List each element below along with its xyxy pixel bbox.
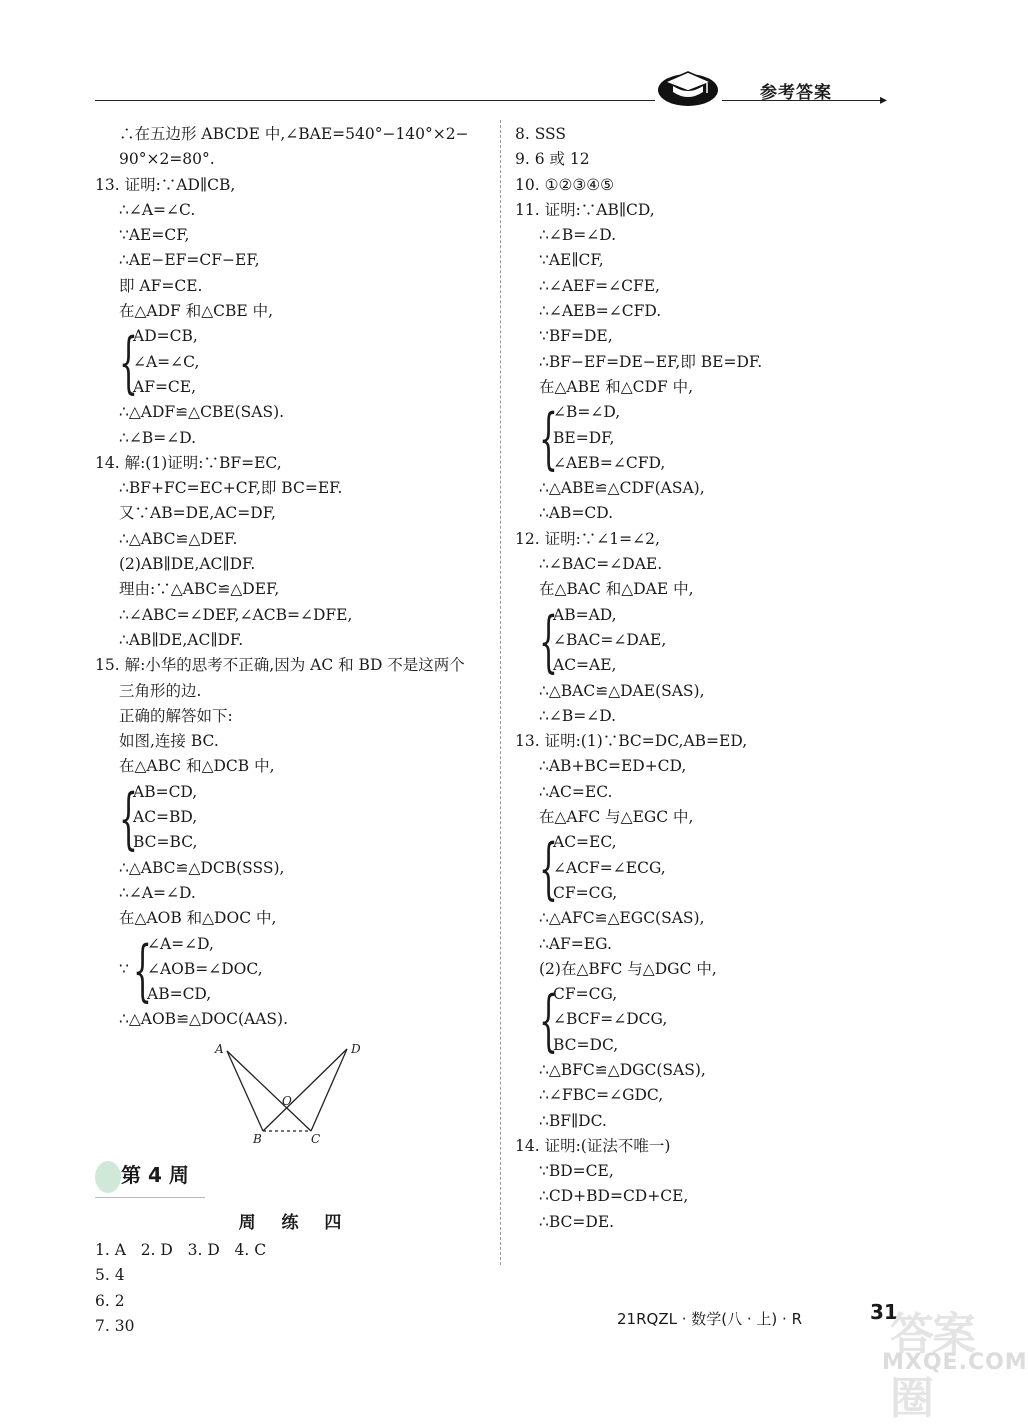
text-line: (2)在△BFC 与△DGC 中, xyxy=(539,959,717,978)
answer-line: 1. A 2. D 3. D 4. C xyxy=(95,1240,267,1259)
watermark-url: MXQE.COM xyxy=(882,1350,1028,1375)
answer-line: 5. 4 xyxy=(95,1266,125,1285)
left-brace-system-a xyxy=(95,324,495,400)
text-line: ∴∠A=∠C. xyxy=(119,200,196,219)
text-line: ∵AE∥CF, xyxy=(539,251,604,270)
text-line: ∴∠B=∠D. xyxy=(539,706,617,725)
brace-line: ∠AOB=∠DOC, xyxy=(147,959,263,978)
right-lines-e xyxy=(515,1058,935,1235)
text-line: 13. 证明:∵AD∥CB, xyxy=(95,175,236,194)
text-line: ∴∠ABC=∠DEF,∠ACB=∠DFE, xyxy=(119,605,353,624)
text-line: 8. SSS xyxy=(515,125,567,143)
text-line: ∴CD+BD=CD+CE, xyxy=(539,1187,689,1206)
segment-db xyxy=(263,1049,347,1131)
brace-line: ∠BAC=∠DAE, xyxy=(553,630,667,649)
right-brace-system-a xyxy=(515,400,935,476)
text-line: ∴BF−EF=DE−EF,即 BE=DF. xyxy=(539,352,763,371)
brace-line: AC=BD, xyxy=(133,808,198,827)
text-line: ∴AE−EF=CF−EF, xyxy=(119,251,260,270)
text-line: 又∵AB=DE,AC=DF, xyxy=(119,504,276,523)
brace-line: ∠B=∠D, xyxy=(553,403,621,422)
left-brace-icon: { xyxy=(119,779,138,857)
left-lines-c xyxy=(95,856,495,932)
graduation-cap-logo-icon xyxy=(655,62,721,108)
right-column xyxy=(515,122,935,1235)
text-line: ∴∠AEB=∠CFD. xyxy=(539,302,662,321)
answer-list xyxy=(95,1238,495,1339)
text-line: ∵BF=DE, xyxy=(539,327,613,346)
segment-dc xyxy=(311,1049,347,1131)
text-line: ∵BD=CE, xyxy=(539,1162,614,1181)
label-b: B xyxy=(253,1131,262,1146)
text-line: 在△AFC 与△EGC 中, xyxy=(539,808,694,827)
text-line: ∴△ABE≌△CDF(ASA), xyxy=(539,479,705,498)
left-brace-icon: { xyxy=(119,324,138,402)
text-line: 在△AOB 和△DOC 中, xyxy=(119,909,277,928)
text-line: ∴BF+FC=EC+CF,即 BC=EF. xyxy=(119,479,343,498)
left-brace-icon: { xyxy=(539,400,558,478)
text-line: ∵AE=CF, xyxy=(119,226,190,245)
arrow-right-icon: ▸ xyxy=(880,92,888,108)
text-line: 10. ①②③④⑤ xyxy=(515,175,615,194)
week-heading xyxy=(95,1157,495,1207)
text-line: 三角形的边. xyxy=(119,681,202,700)
left-lines-d xyxy=(95,1007,495,1032)
text-line: 在△ADF 和△CBE 中, xyxy=(119,302,274,321)
text-line: 在△ABC 和△DCB 中, xyxy=(119,757,275,776)
brace-line: AB=AD, xyxy=(553,605,617,624)
text-line: 正确的解答如下: xyxy=(119,706,233,725)
text-line: 11. 证明:∵AB∥CD, xyxy=(515,200,655,219)
text-line: 12. 证明:∵∠1=∠2, xyxy=(515,529,660,548)
brace-line: AD=CB, xyxy=(133,327,198,346)
week-leaf-icon xyxy=(95,1161,121,1193)
label-c: C xyxy=(311,1131,321,1146)
text-line: (2)AB∥DE,AC∥DF. xyxy=(119,555,256,574)
text-line: 在△ABE 和△CDF 中, xyxy=(539,377,694,396)
left-column xyxy=(95,122,495,1339)
right-lines-c xyxy=(515,679,935,831)
right-lines-d xyxy=(515,906,935,982)
brace-line: ∠A=∠C, xyxy=(133,352,200,371)
left-brace-icon: { xyxy=(133,931,152,1009)
brace-line: AB=CD, xyxy=(147,985,212,1004)
text-line: 90°×2=80°. xyxy=(119,150,215,169)
left-brace-system-b xyxy=(95,780,495,856)
label-o: O xyxy=(282,1093,292,1108)
text-line: ∴∠B=∠D. xyxy=(119,428,197,447)
text-line: ∴△ABC≌△DEF. xyxy=(119,529,238,548)
brace-line: AC=EC, xyxy=(553,833,617,852)
answer-line: 7. 30 xyxy=(95,1316,135,1335)
right-brace-system-d xyxy=(515,982,935,1058)
because-symbol: ∵ xyxy=(119,959,129,978)
text-line: 14. 解:(1)证明:∵BF=EC, xyxy=(95,453,282,472)
week-rule xyxy=(95,1197,205,1198)
header-rule-right xyxy=(722,100,884,101)
brace-line: BC=DC, xyxy=(553,1035,619,1054)
segment-ab xyxy=(227,1051,263,1131)
text-line: 理由:∵△ABC≌△DEF, xyxy=(119,580,280,599)
column-divider xyxy=(500,120,501,1265)
brace-line: AC=AE, xyxy=(553,656,617,675)
segment-ac xyxy=(227,1051,311,1131)
text-line: ∴AB=CD. xyxy=(539,504,614,523)
brace-line: BE=DF, xyxy=(553,428,615,447)
header-rule xyxy=(95,100,655,101)
text-line: 9. 6 或 12 xyxy=(515,150,590,169)
label-d: D xyxy=(351,1041,361,1056)
section-title: 周 练 四 xyxy=(238,1212,352,1233)
text-line: ∴AF=EG. xyxy=(539,934,612,953)
text-line: 如图,连接 BC. xyxy=(119,732,219,751)
left-brace-icon: { xyxy=(539,830,558,908)
brace-line: CF=CG, xyxy=(553,883,618,902)
left-brace-icon: { xyxy=(539,982,558,1060)
brace-line: CF=CG, xyxy=(553,985,618,1004)
text-line: ∴△ADF≌△CBE(SAS). xyxy=(119,403,285,422)
brace-line: ∠ACF=∠ECG, xyxy=(553,858,666,877)
text-line: ∴△AOB≌△DOC(AAS). xyxy=(119,1010,289,1029)
brace-line: ∠AEB=∠CFD, xyxy=(553,453,666,472)
week-title: 第 4 周 xyxy=(121,1162,189,1187)
text-line: ∴∠BAC=∠DAE. xyxy=(539,555,663,574)
page-number: 31 xyxy=(870,1300,898,1324)
left-lines-a xyxy=(95,122,495,324)
right-brace-system-b xyxy=(515,603,935,679)
answer-line: 6. 2 xyxy=(95,1291,125,1310)
footer-code: 21RQZL · 数学(八 · 上) · R xyxy=(617,1310,802,1328)
text-line: ∴BC=DE. xyxy=(539,1212,615,1231)
left-brace-icon: { xyxy=(539,602,558,680)
text-line: ∴AC=EC. xyxy=(539,782,613,801)
text-line: ∴△BFC≌△DGC(SAS), xyxy=(539,1060,706,1079)
text-line: ∴在五边形 ABCDE 中,∠BAE=540°−140°×2− xyxy=(119,125,469,143)
header-title: 参考答案 xyxy=(760,83,832,103)
text-line: ∴△ABC≌△DCB(SSS), xyxy=(119,858,285,877)
text-line: ∴∠FBC=∠GDC, xyxy=(539,1086,664,1105)
brace-line: AB=CD, xyxy=(133,782,198,801)
brace-line: BC=BC, xyxy=(133,833,198,852)
text-line: 14. 证明:(证法不唯一) xyxy=(515,1136,671,1155)
brace-line: AF=CE, xyxy=(133,377,197,396)
text-line: 在△BAC 和△DAE 中, xyxy=(539,580,694,599)
label-a: A xyxy=(215,1041,224,1056)
right-lines-b xyxy=(515,476,935,602)
brace-line: ∠BCF=∠DCG, xyxy=(553,1010,668,1029)
text-line: ∴∠A=∠D. xyxy=(119,883,196,902)
text-line: ∴△BAC≌△DAE(SAS), xyxy=(539,681,705,700)
text-line: ∴AB+BC=ED+CD, xyxy=(539,757,687,776)
text-line: ∴∠B=∠D. xyxy=(539,226,617,245)
text-line: ∴BF∥DC. xyxy=(539,1111,607,1130)
text-line: ∴∠AEF=∠CFE, xyxy=(539,276,660,295)
brace-line: ∠A=∠D, xyxy=(147,934,214,953)
left-brace-system-c xyxy=(95,932,495,1008)
text-line: 即 AF=CE. xyxy=(119,276,203,295)
text-line: ∴△AFC≌△EGC(SAS), xyxy=(539,909,705,928)
right-lines-a xyxy=(515,122,935,400)
right-brace-system-c xyxy=(515,830,935,906)
left-lines-b xyxy=(95,400,495,779)
text-line: 15. 解:小华的思考不正确,因为 AC 和 BD 不是这两个 xyxy=(95,656,465,675)
watermark-logo: 答案圈 xyxy=(890,1309,974,1424)
geometry-figure xyxy=(215,1039,365,1149)
text-line: ∴AB∥DE,AC∥DF. xyxy=(119,630,244,649)
text-line: 13. 证明:(1)∵BC=DC,AB=ED, xyxy=(515,732,748,751)
